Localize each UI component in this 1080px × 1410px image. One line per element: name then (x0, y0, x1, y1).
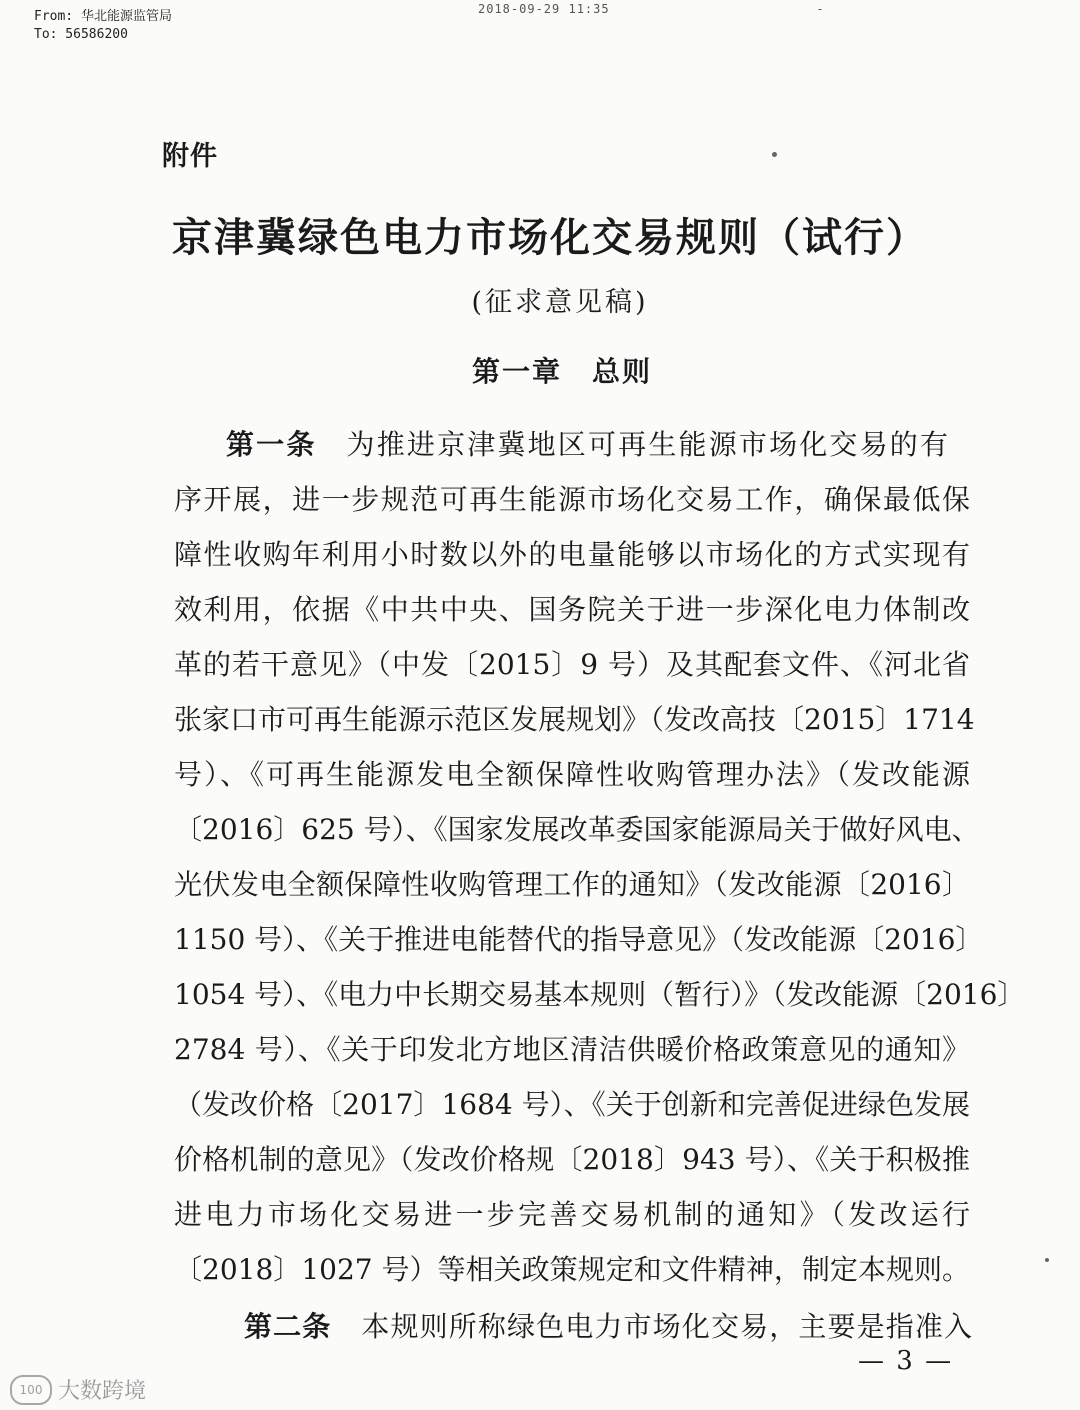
article-first-line (244, 1310, 972, 1344)
body-line: 革的若干意见》（中发〔2015〕9 号）及其配套文件、《河北省 (174, 648, 970, 681)
fax-header (34, 8, 172, 44)
body-line: 号）、《可再生能源发电全额保障性收购管理办法》（发改能源 (174, 758, 970, 791)
body-line: 为推进京津冀地区可再生能源市场化交易的有 (346, 428, 948, 461)
watermark-logo-icon: 100 (10, 1375, 52, 1405)
body-line: 本规则所称绿色电力市场化交易，主要是指准入 (361, 1310, 972, 1343)
body-line: 〔2016〕625 号）、《国家发展改革委国家能源局关于做好风电、 (174, 813, 980, 846)
body-line: 序开展，进一步规范可再生能源市场化交易工作，确保最低保 (174, 483, 970, 516)
fax-mark: - (818, 2, 823, 16)
body-line: （发改价格〔2017〕1684 号）、《关于创新和完善促进绿色发展 (174, 1088, 970, 1121)
article-first-line (226, 428, 948, 462)
body-line: 光伏发电全额保障性收购管理工作的通知》（发改能源〔2016〕 (174, 868, 970, 901)
page-number: — 3 — (858, 1346, 954, 1376)
article-label: 第二条 (244, 1310, 332, 1343)
fax-from: From: 华北能源监管局 (34, 9, 172, 24)
body-line: 进电力市场化交易进一步完善交易机制的通知》（发改运行 (174, 1198, 970, 1231)
document-subtitle: (征求意见稿) (471, 287, 649, 318)
watermark-text: 大数跨境 (58, 1379, 147, 1404)
body-line: 1150 号）、《关于推进电能替代的指导意见》（发改能源〔2016〕 (174, 923, 984, 956)
document-title: 京津冀绿色电力市场化交易规则（试行） (172, 215, 928, 261)
body-line: 障性收购年利用小时数以外的电量能够以市场化的方式实现有 (174, 538, 970, 571)
article-label: 第一条 (226, 428, 317, 461)
body-line: 效利用，依据《中共中央、国务院关于进一步深化电力体制改 (174, 593, 970, 626)
body-line: 〔2018〕1027 号）等相关政策规定和文件精神，制定本规则。 (174, 1253, 970, 1286)
body-line: 1054 号）、《电力中长期交易基本规则（暂行）》（发改能源〔2016〕 (174, 978, 1026, 1011)
watermark (10, 1374, 146, 1405)
scan-speck (772, 152, 777, 157)
scan-speck (1045, 1258, 1049, 1262)
body-line: 价格机制的意见》（发改价格规〔2018〕943 号）、《关于积极推 (174, 1143, 970, 1176)
fax-to: To: 56586200 (34, 27, 128, 42)
fax-timestamp: 2018-09-29 11:35 (478, 2, 610, 16)
attachment-label: 附件 (162, 141, 218, 172)
chapter-heading: 第一章 总则 (471, 355, 652, 388)
body-line: 张家口市可再生能源示范区发展规划》（发改高技〔2015〕1714 (174, 703, 975, 736)
body-line: 2784 号）、《关于印发北方地区清洁供暖价格政策意见的通知》 (174, 1033, 970, 1066)
